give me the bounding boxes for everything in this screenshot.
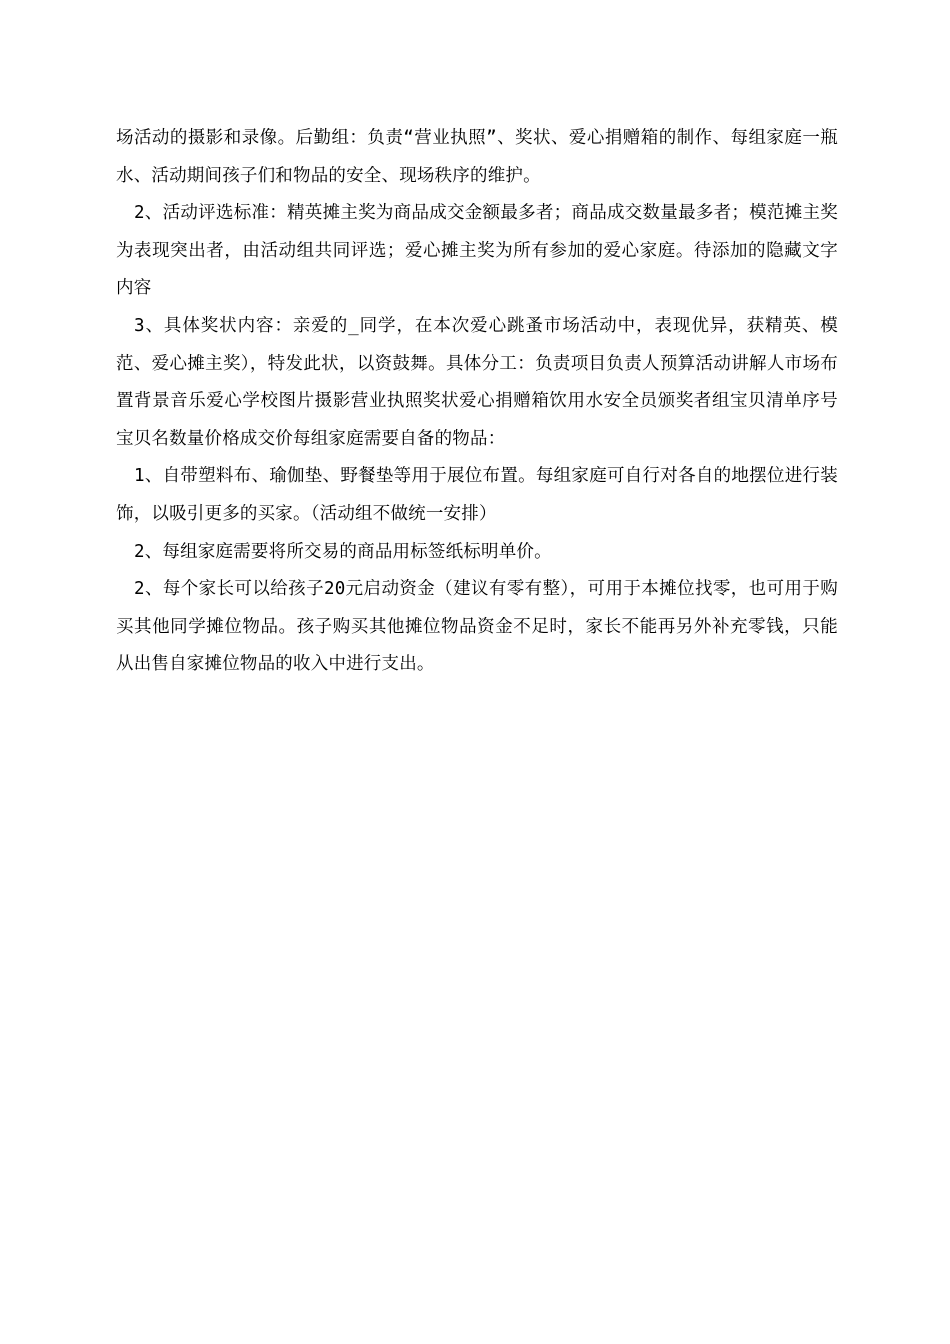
paragraph-booth-items: 1、自带塑料布、瑜伽垫、野餐垫等用于展位布置。每组家庭可自行对各自的地摆位进行装饰，以吸引更多的买家。（活动组不做统一安排） — [116, 466, 838, 524]
paragraph-price-labels: 2、每组家庭需要将所交易的商品用标签纸标明单价。 — [134, 541, 552, 562]
paragraph-starting-funds: 2、每个家长可以给孩子20元启动资金（建议有零有整），可用于本摊位找零，也可用于购买其他同学摊位物品。孩子购买其他摊位物品资金不足时，家长不能再另外补充零钱，只能从出售自家摊位物品的收入中进行支出。 — [116, 579, 838, 675]
paragraph-logistics: 场活动的摄影和录像。后勤组：负责“营业执照”、奖状、爱心捐赠箱的制作、每组家庭一瓶水、活动期间孩子们和物品的安全、现场秩序的维护。 — [116, 128, 838, 186]
paragraph-award-content: 3、具体奖状内容：亲爱的_同学，在本次爱心跳蚤市场活动中，表现优异，获精英、模范、爱心摊主奖），特发此状，以资鼓舞。具体分工：负责项目负责人预算活动讲解人市场布置背景音乐爱心学校图片摄影营业执照奖状爱心捐赠箱饮用水安全员颁奖者组宝贝清单序号宝贝名数量价格成交价每组家庭需要自备的物品： — [116, 315, 838, 449]
paragraph-selection-criteria: 2、活动评选标准：精英摊主奖为商品成交金额最多者；商品成交数量最多者；模范摊主奖为表现突出者，由活动组共同评选；爱心摊主奖为所有参加的爱心家庭。待添加的隐藏文字内容 — [116, 203, 838, 299]
document-body — [116, 120, 838, 684]
